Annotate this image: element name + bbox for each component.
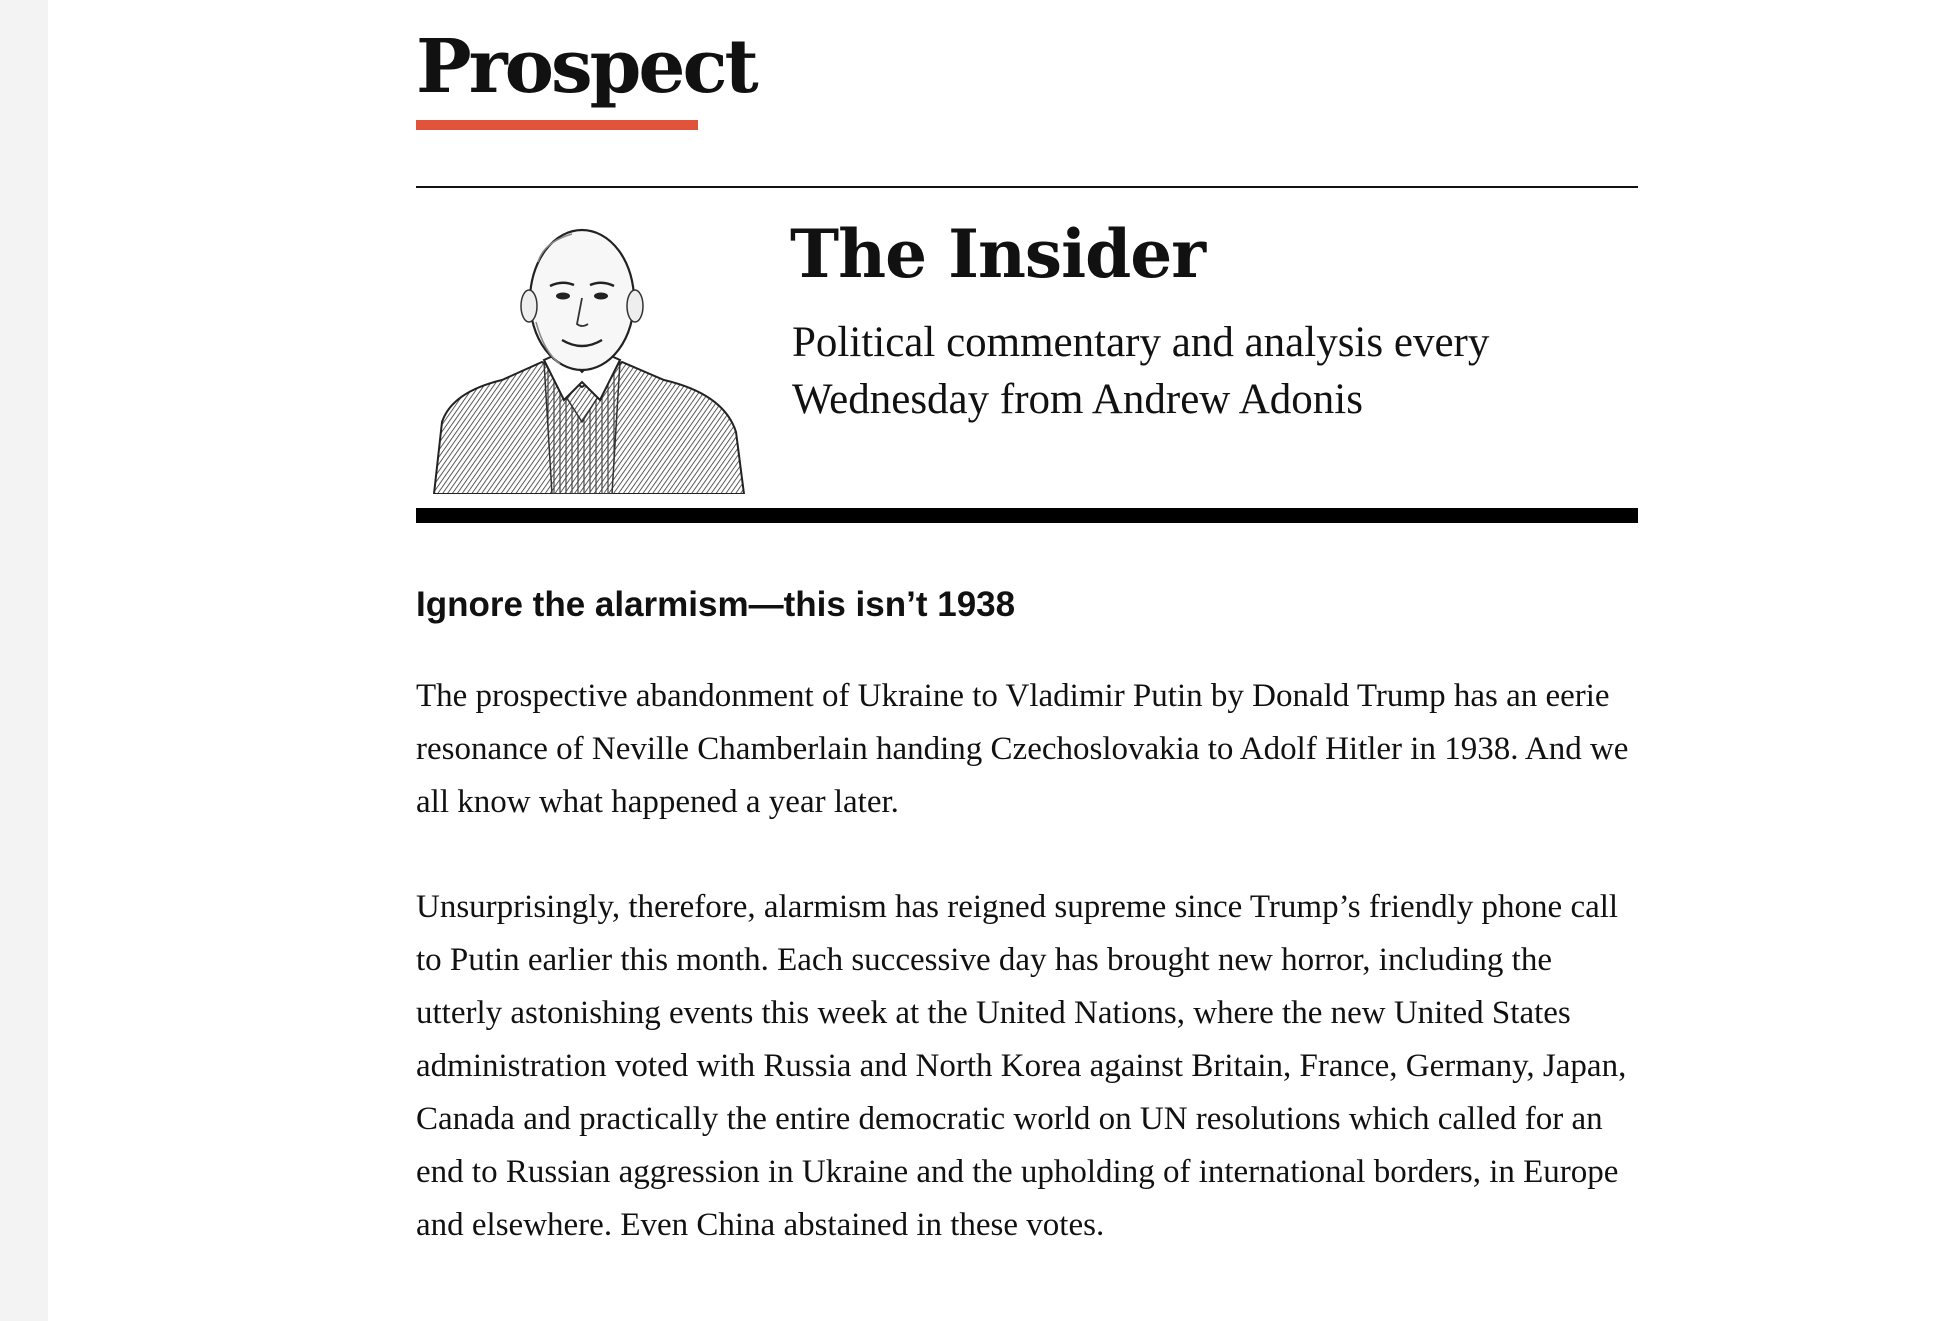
column-description: Political commentary and analysis every Wednesday from Andrew Adonis bbox=[792, 319, 1490, 423]
article-paragraph: Unsurprisingly, therefore, alarmism has reigned supreme since Trump’s friendly phone call to Putin earlier this month. Each successive day has brought new horror, including the utterly astonishing events this week at the United Nations, where the new United States administration voted with Russia and North Korea against Britain, France, Germany, Japan, Canada and practically the entire democratic world on UN resolutions which called for an end to Russian aggression in Ukraine and the upholding of international borders, in Europe and elsewhere. Even China abstained in these votes. bbox=[416, 889, 1627, 1243]
column-title: The Insider bbox=[790, 215, 1206, 293]
author-portrait-icon bbox=[432, 222, 758, 494]
prospect-logo[interactable] bbox=[416, 24, 756, 130]
article-paragraph: The prospective abandonment of Ukraine to Vladimir Putin by Donald Trump has an eerie resonance of Neville Chamberlain handing Czechoslovakia to Adolf Hitler in 1938. And we all know what happened a year later. bbox=[416, 678, 1629, 820]
article-body bbox=[416, 670, 1646, 1304]
masthead-divider bbox=[416, 508, 1638, 523]
logo-underline bbox=[416, 120, 698, 130]
logo-wordmark: Prospect bbox=[416, 24, 756, 110]
header-divider bbox=[416, 186, 1638, 188]
window-edge bbox=[0, 0, 48, 1321]
article-headline: Ignore the alarmism—this isn’t 1938 bbox=[416, 585, 1016, 624]
